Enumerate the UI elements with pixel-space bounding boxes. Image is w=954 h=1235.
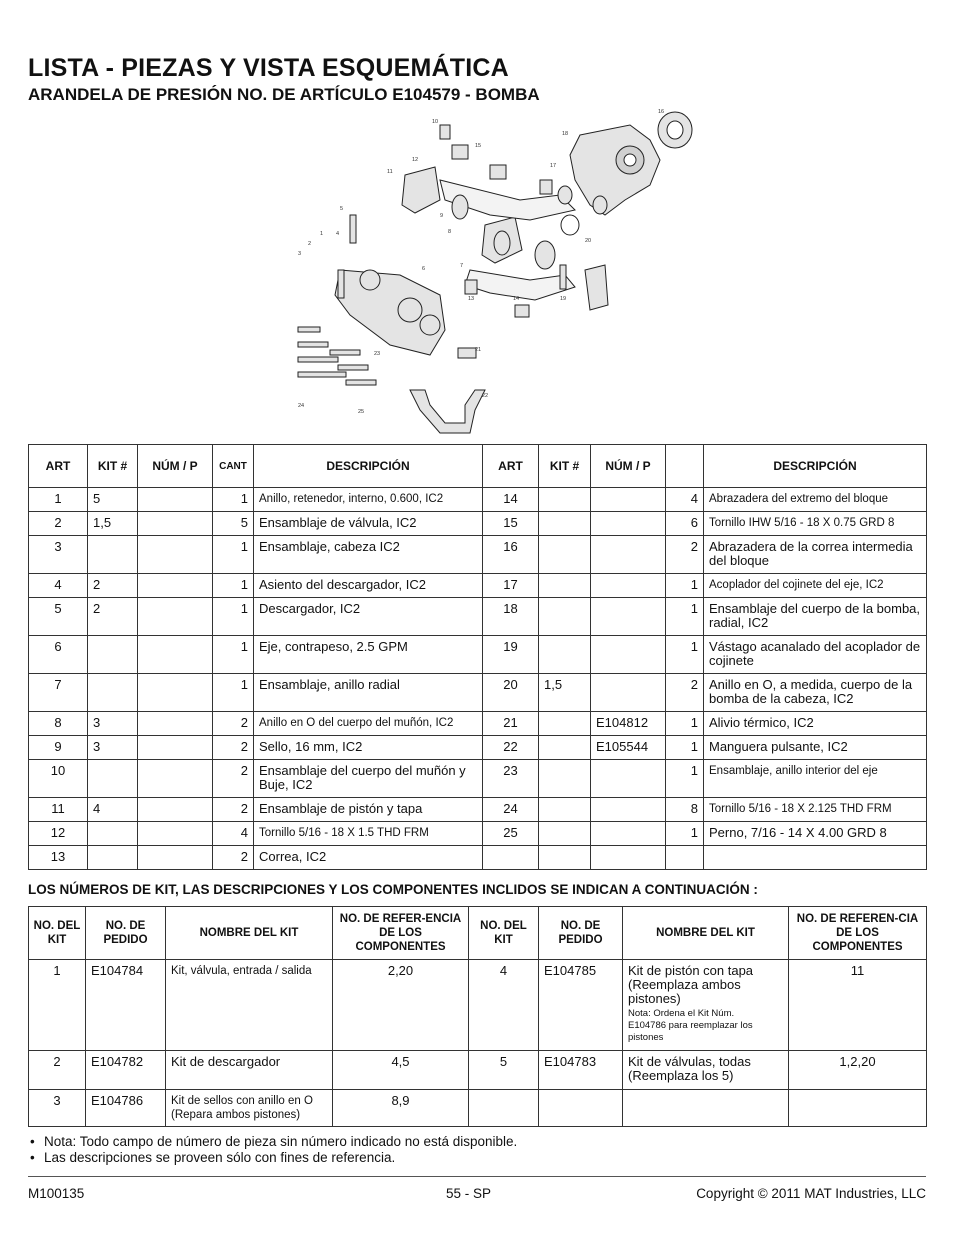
part-kit [539,488,591,512]
diagram-label: 2 [308,241,312,247]
part-kit: 3 [88,736,138,760]
diagram-label: 20 [585,238,592,244]
part-description: Abrazadera del extremo del bloque [704,488,927,512]
part-art: 11 [29,798,88,822]
part-kit: 1,5 [539,674,591,712]
part-description: Ensamblaje del cuerpo de la bomba, radial, IC2 [704,598,927,636]
parts-row [29,636,927,674]
part-quantity: 1 [666,760,704,798]
parts-row [29,488,927,512]
col-header-kit-number: NO. DEL KIT [29,907,86,960]
part-description: Eje, contrapeso, 2.5 GPM [254,636,483,674]
copyright: Copyright © 2011 MAT Industries, LLC [696,1186,926,1201]
part-art: 12 [29,822,88,846]
part-kit [88,674,138,712]
part-art: 14 [483,488,539,512]
page-title: LISTA - PIEZAS Y VISTA ESQUEMÁTICA [28,54,509,82]
page-number: 55 - SP [446,1186,492,1201]
parts-table [28,444,927,870]
diagram-label: 18 [562,131,569,137]
part-kit [539,636,591,674]
col-header-art: ART [29,445,88,488]
parts-row [29,512,927,536]
exploded-view-diagram [290,105,700,435]
part-number [591,598,666,636]
kit-order-number: E104785 [539,960,623,1051]
part-quantity: 4 [213,822,254,846]
part-art: 6 [29,636,88,674]
diagram-label: 7 [460,263,464,269]
part-kit: 4 [88,798,138,822]
parts-row [29,674,927,712]
kit-order-number: E104782 [86,1051,166,1090]
part-quantity: 1 [213,574,254,598]
part-quantity: 1 [213,598,254,636]
part-art: 1 [29,488,88,512]
diagram-label: 14 [513,296,520,302]
part-description: Tornillo 5/16 - 18 X 1.5 THD FRM [254,822,483,846]
kit-number: 4 [469,960,539,1051]
part-quantity: 1 [213,674,254,712]
footnotes [30,1134,517,1166]
part-kit [88,536,138,574]
part-number [138,636,213,674]
part-description: Manguera pulsante, IC2 [704,736,927,760]
parts-row [29,574,927,598]
part-number [591,512,666,536]
kit-component-refs: 4,5 [333,1051,469,1090]
col-header-art: ART [483,445,539,488]
parts-row [29,712,927,736]
kit-component-refs: 11 [789,960,927,1051]
part-quantity: 4 [666,488,704,512]
part-kit: 2 [88,598,138,636]
kit-order-number: E104786 [86,1090,166,1127]
part-description: Ensamblaje del cuerpo del muñón y Buje, IC2 [254,760,483,798]
kit-note: E104786 para reemplazar los pistones [628,1020,753,1043]
kit-row [29,960,927,1051]
part-description [704,846,927,870]
part-quantity [666,846,704,870]
part-number [591,846,666,870]
part-art [483,846,539,870]
part-art: 10 [29,760,88,798]
part-kit [88,846,138,870]
part-number [138,674,213,712]
diagram-label: 19 [560,296,567,302]
kit-name [623,1090,789,1127]
col-header-kit: KIT # [539,445,591,488]
kit-name-cell [623,960,789,1051]
part-description: Ensamblaje de válvula, IC2 [254,512,483,536]
diagram-label: 21 [475,347,482,353]
diagram-label: 12 [412,157,419,163]
part-description: Ensamblaje, anillo interior del eje [704,760,927,798]
part-number [591,488,666,512]
col-header-description: DESCRIPCIÓN [254,445,483,488]
diagram-label: 10 [432,119,439,125]
kit-order-number [539,1090,623,1127]
col-header-kit-name: NOMBRE DEL KIT [623,907,789,960]
part-art: 9 [29,736,88,760]
diagram-label: 4 [336,231,340,237]
footnote: • Las descripciones se proveen sólo con fines de referencia. [30,1150,517,1166]
part-kit [539,760,591,798]
parts-row [29,598,927,636]
part-quantity: 2 [213,712,254,736]
kit-section-heading: LOS NÚMEROS DE KIT, LAS DESCRIPCIONES Y LOS COMPONENTES INCLIDOS SE INDICAN A CONTINUACIÓN : [28,882,758,897]
part-number [138,574,213,598]
diagram-label: 3 [298,251,302,257]
part-art: 19 [483,636,539,674]
part-kit [88,760,138,798]
part-kit [88,636,138,674]
part-description: Abrazadera de la correa intermedia del bloque [704,536,927,574]
part-description: Vástago acanalado del acoplador de cojinete [704,636,927,674]
part-number [138,536,213,574]
part-kit: 5 [88,488,138,512]
part-art: 7 [29,674,88,712]
part-description: Perno, 7/16 - 14 X 4.00 GRD 8 [704,822,927,846]
diagram-label: 15 [475,143,482,149]
part-kit [539,512,591,536]
part-number [591,798,666,822]
kit-order-number: E104783 [539,1051,623,1090]
kits-table-header [29,907,927,960]
kit-number: 3 [29,1090,86,1127]
part-number [591,822,666,846]
part-number: E104812 [591,712,666,736]
part-number [138,512,213,536]
kit-row [29,1051,927,1090]
part-art: 8 [29,712,88,736]
kit-order-number: E104784 [86,960,166,1051]
diagram-label: 24 [298,403,305,409]
part-quantity: 6 [666,512,704,536]
part-quantity: 1 [213,536,254,574]
part-kit [539,598,591,636]
col-header-component-refs: NO. DE REFER-ENCIA DE LOS COMPONENTES [333,907,469,960]
part-number: E105544 [591,736,666,760]
kit-name: Kit de pistón con tapa (Reemplaza ambos pistones) [628,963,754,1006]
diagram-label: 25 [358,409,365,415]
part-art: 15 [483,512,539,536]
part-quantity: 5 [213,512,254,536]
kit-component-refs: 8,9 [333,1090,469,1127]
footer-divider [28,1176,926,1177]
col-header-description: DESCRIPCIÓN [704,445,927,488]
part-quantity: 2 [213,846,254,870]
part-art: 21 [483,712,539,736]
part-art: 13 [29,846,88,870]
col-header-part-number: NÚM / P [591,445,666,488]
part-description: Descargador, IC2 [254,598,483,636]
part-art: 5 [29,598,88,636]
part-art: 4 [29,574,88,598]
diagram-label: 13 [468,296,475,302]
part-quantity: 1 [213,488,254,512]
diagram-label: 22 [482,393,489,399]
part-number [138,760,213,798]
part-number [591,574,666,598]
part-description: Ensamblaje de pistón y tapa [254,798,483,822]
parts-table-body [29,488,927,870]
part-number [591,636,666,674]
kit-note: Nota: Ordena el Kit Núm. [628,1008,735,1019]
kit-component-refs: 1,2,20 [789,1051,927,1090]
col-header-part-number: NÚM / P [138,445,213,488]
part-number [591,674,666,712]
part-art: 24 [483,798,539,822]
kit-name: Kit de sellos con anillo en O (Repara ambos pistones) [166,1090,333,1127]
part-quantity: 2 [213,760,254,798]
parts-row [29,846,927,870]
kit-name: Kit de descargador [166,1051,333,1090]
diagram-label: 23 [374,351,381,357]
document-number: M100135 [28,1186,85,1201]
part-art: 17 [483,574,539,598]
diagram-label: 6 [422,266,426,272]
part-quantity: 1 [666,598,704,636]
part-number [138,598,213,636]
part-description: Correa, IC2 [254,846,483,870]
col-header-kit-name: NOMBRE DEL KIT [166,907,333,960]
kit-number: 5 [469,1051,539,1090]
kit-name: Kit, válvula, entrada / salida [166,960,333,1051]
parts-table-header [29,445,927,488]
part-description: Sello, 16 mm, IC2 [254,736,483,760]
diagram-label: 17 [550,163,557,169]
footnote: • Nota: Todo campo de número de pieza sin número indicado no está disponible. [30,1134,517,1150]
part-description: Tornillo IHW 5/16 - 18 X 0.75 GRD 8 [704,512,927,536]
col-header-quantity [666,445,704,488]
diagram-label: 9 [440,213,444,219]
part-description: Anillo, retenedor, interno, 0.600, IC2 [254,488,483,512]
part-number [138,488,213,512]
part-kit [539,712,591,736]
part-kit [539,536,591,574]
part-description: Tornillo 5/16 - 18 X 2.125 THD FRM [704,798,927,822]
page-subtitle: ARANDELA DE PRESIÓN NO. DE ARTÍCULO E104579 - BOMBA [28,85,540,104]
diagram-label: 1 [320,231,324,237]
part-quantity: 1 [666,712,704,736]
kit-number [469,1090,539,1127]
diagram-label: 8 [448,229,452,235]
part-quantity: 1 [666,574,704,598]
part-art: 18 [483,598,539,636]
part-art: 16 [483,536,539,574]
diagram-label: 16 [658,109,665,115]
col-header-kit: KIT # [88,445,138,488]
part-art: 20 [483,674,539,712]
part-kit [539,574,591,598]
part-kit [539,846,591,870]
col-header-kit-number: NO. DEL KIT [469,907,539,960]
part-art: 3 [29,536,88,574]
part-description: Asiento del descargador, IC2 [254,574,483,598]
part-description: Acoplador del cojinete del eje, IC2 [704,574,927,598]
part-art: 25 [483,822,539,846]
col-header-order-number: NO. DE PEDIDO [539,907,623,960]
kits-table [28,906,927,1127]
part-kit [539,798,591,822]
part-quantity: 2 [213,798,254,822]
part-description: Ensamblaje, anillo radial [254,674,483,712]
part-description: Ensamblaje, cabeza IC2 [254,536,483,574]
part-quantity: 1 [666,822,704,846]
part-description: Anillo en O del cuerpo del muñón, IC2 [254,712,483,736]
part-kit: 1,5 [88,512,138,536]
part-number [591,760,666,798]
col-header-quantity: CANT [213,445,254,488]
kit-number: 1 [29,960,86,1051]
part-quantity: 2 [666,536,704,574]
diagram-label: 5 [340,206,344,212]
part-kit: 3 [88,712,138,736]
part-art: 23 [483,760,539,798]
part-description: Anillo en O, a medida, cuerpo de la bomba de la cabeza, IC2 [704,674,927,712]
part-quantity: 2 [213,736,254,760]
kit-component-refs: 2,20 [333,960,469,1051]
part-number [138,736,213,760]
kit-row [29,1090,927,1127]
diagram-label: 11 [387,169,393,175]
col-header-order-number: NO. DE PEDIDO [86,907,166,960]
part-kit [88,822,138,846]
kit-name: Kit de válvulas, todas (Reemplaza los 5) [623,1051,789,1090]
part-kit: 2 [88,574,138,598]
part-kit [539,822,591,846]
part-kit [539,736,591,760]
col-header-component-refs: NO. DE REFEREN-CIA DE LOS COMPONENTES [789,907,927,960]
part-quantity: 1 [666,636,704,674]
parts-row [29,798,927,822]
part-art: 2 [29,512,88,536]
part-quantity: 2 [666,674,704,712]
part-quantity: 1 [666,736,704,760]
part-art: 22 [483,736,539,760]
part-description: Alivio térmico, IC2 [704,712,927,736]
part-number [138,712,213,736]
part-number [138,846,213,870]
kit-component-refs [789,1090,927,1127]
parts-row [29,822,927,846]
parts-row [29,736,927,760]
part-number [591,536,666,574]
part-number [138,798,213,822]
part-quantity: 8 [666,798,704,822]
kit-number: 2 [29,1051,86,1090]
parts-row [29,760,927,798]
parts-row [29,536,927,574]
part-quantity: 1 [213,636,254,674]
part-number [138,822,213,846]
